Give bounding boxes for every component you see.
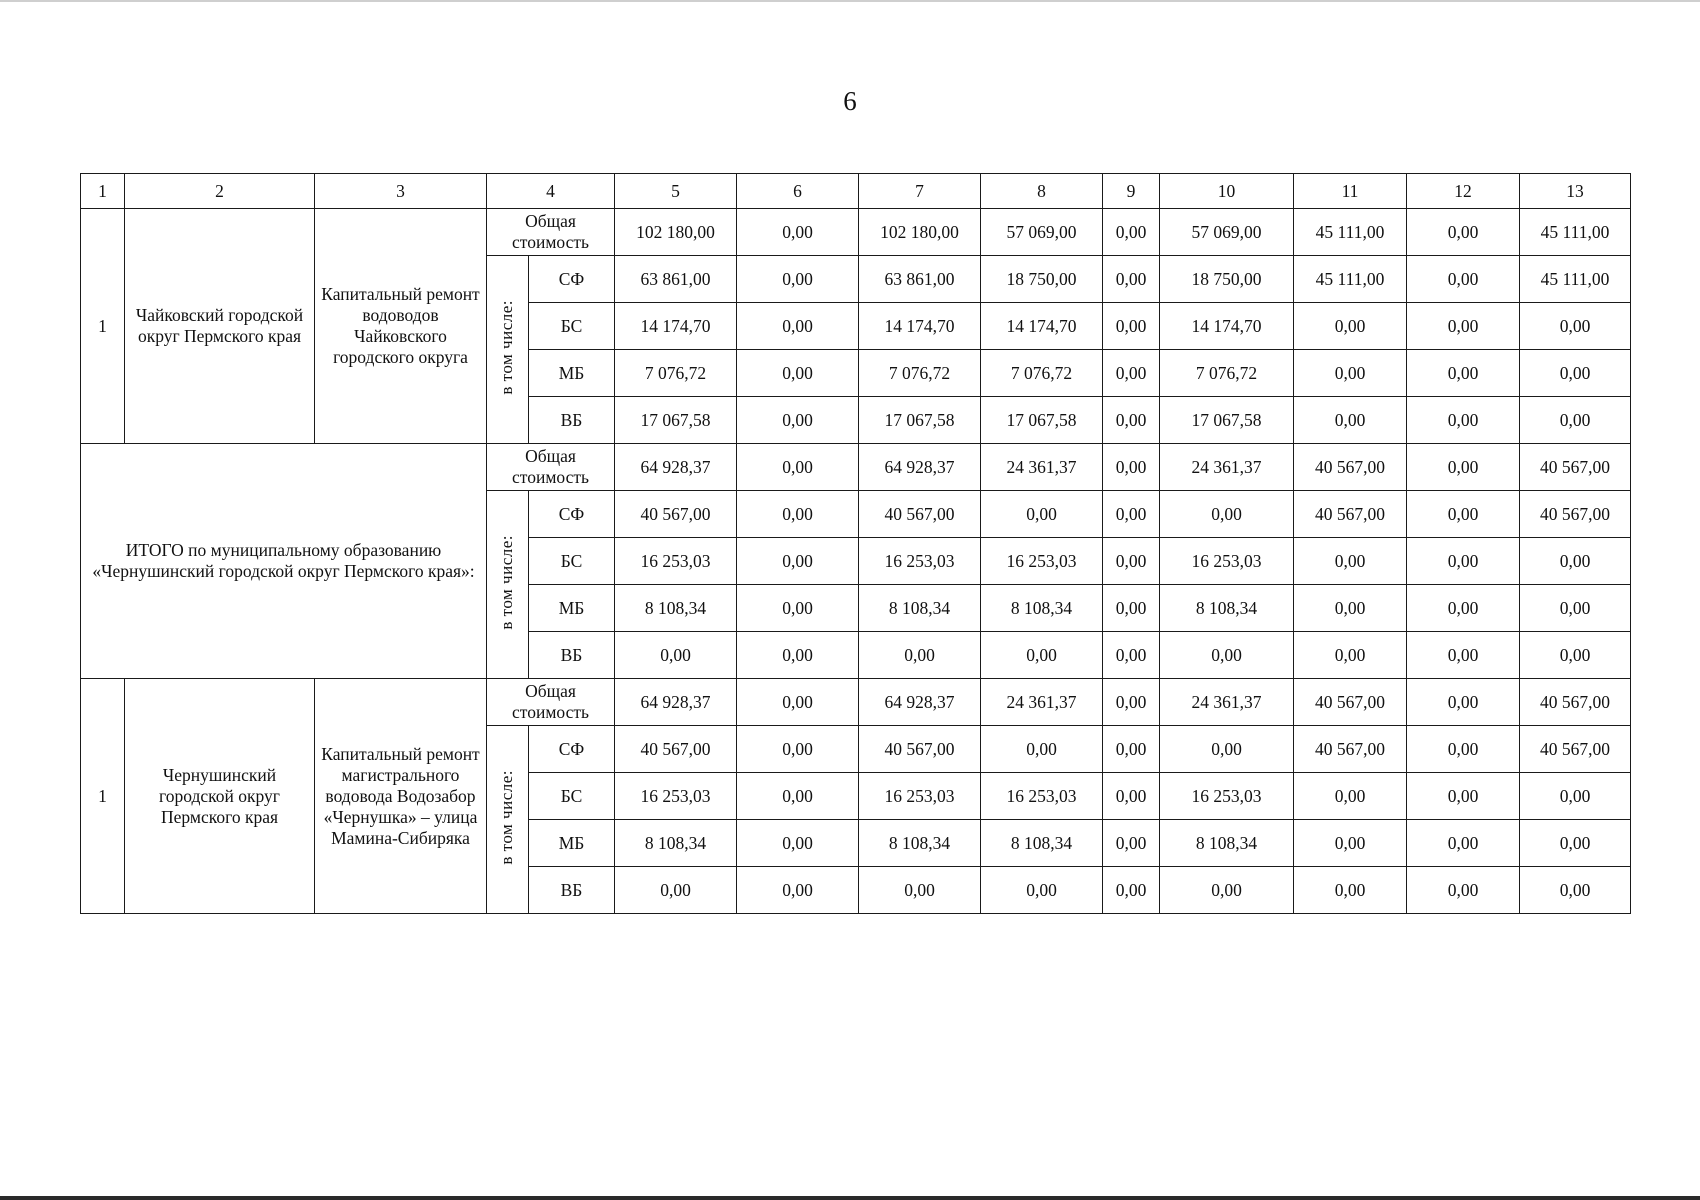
page-number: 6: [843, 86, 857, 116]
value-cell: 0,00: [1520, 538, 1631, 585]
block-chaikovsky: [81, 209, 1631, 444]
cost-type-label: Общая стоимость: [487, 679, 615, 726]
value-cell: 0,00: [737, 773, 859, 820]
header-cell: 13: [1520, 174, 1631, 209]
municipality-name: Чернушинский городской округ Пермского края: [125, 679, 315, 914]
value-cell: 40 567,00: [615, 491, 737, 538]
value-cell: 0,00: [1520, 303, 1631, 350]
value-cell: 45 111,00: [1520, 256, 1631, 303]
value-cell: 17 067,58: [615, 397, 737, 444]
header-cell: 12: [1407, 174, 1520, 209]
funding-source-label: СФ: [529, 491, 615, 538]
value-cell: 0,00: [1294, 350, 1407, 397]
value-cell: 16 253,03: [1160, 773, 1294, 820]
value-cell: 0,00: [737, 679, 859, 726]
including-label: в том числе:: [497, 534, 517, 630]
funding-source-label: ВБ: [529, 867, 615, 914]
value-cell: 0,00: [737, 397, 859, 444]
funding-source-label: БС: [529, 538, 615, 585]
header-cell: 6: [737, 174, 859, 209]
value-cell: 40 567,00: [1520, 491, 1631, 538]
value-cell: 24 361,37: [1160, 679, 1294, 726]
value-cell: 0,00: [1407, 538, 1520, 585]
header-cell: 8: [981, 174, 1103, 209]
value-cell: 24 361,37: [981, 444, 1103, 491]
value-cell: 0,00: [1103, 632, 1160, 679]
value-cell: 0,00: [1160, 491, 1294, 538]
value-cell: 16 253,03: [981, 538, 1103, 585]
value-cell: 0,00: [1103, 444, 1160, 491]
value-cell: 17 067,58: [859, 397, 981, 444]
value-cell: 45 111,00: [1294, 256, 1407, 303]
value-cell: 8 108,34: [981, 820, 1103, 867]
value-cell: 0,00: [1294, 538, 1407, 585]
value-cell: 0,00: [1160, 726, 1294, 773]
value-cell: 0,00: [1103, 397, 1160, 444]
funding-source-label: БС: [529, 773, 615, 820]
value-cell: 40 567,00: [1294, 679, 1407, 726]
value-cell: 102 180,00: [859, 209, 981, 256]
row-number: 1: [81, 679, 125, 914]
value-cell: 0,00: [859, 632, 981, 679]
value-cell: 18 750,00: [1160, 256, 1294, 303]
total-label: ИТОГО по муниципальному образованию «Чернушинский городской округ Пермского края»:: [81, 444, 487, 679]
funding-source-label: СФ: [529, 726, 615, 773]
scan-top-edge: [0, 0, 1700, 2]
value-cell: 0,00: [981, 867, 1103, 914]
value-cell: 0,00: [615, 632, 737, 679]
value-cell: 57 069,00: [981, 209, 1103, 256]
header-row: [81, 174, 1631, 209]
value-cell: 0,00: [1407, 867, 1520, 914]
value-cell: 0,00: [1103, 209, 1160, 256]
value-cell: 14 174,70: [981, 303, 1103, 350]
funding-source-label: МБ: [529, 820, 615, 867]
funding-source-label: БС: [529, 303, 615, 350]
cost-type-label: Общая стоимость: [487, 444, 615, 491]
including-label-cell: [487, 491, 529, 679]
value-cell: 8 108,34: [615, 820, 737, 867]
value-cell: 63 861,00: [615, 256, 737, 303]
value-cell: 14 174,70: [1160, 303, 1294, 350]
value-cell: 16 253,03: [1160, 538, 1294, 585]
value-cell: 16 253,03: [615, 538, 737, 585]
value-cell: 0,00: [1407, 726, 1520, 773]
value-cell: 0,00: [859, 867, 981, 914]
value-cell: 0,00: [1294, 585, 1407, 632]
value-cell: 0,00: [1520, 632, 1631, 679]
value-cell: 0,00: [737, 538, 859, 585]
table-row: [81, 209, 1631, 256]
value-cell: 0,00: [1294, 397, 1407, 444]
value-cell: 0,00: [1520, 820, 1631, 867]
scan-bottom-edge: [0, 1196, 1700, 1200]
value-cell: 0,00: [1407, 303, 1520, 350]
table-row: [81, 444, 1631, 491]
value-cell: 63 861,00: [859, 256, 981, 303]
value-cell: 0,00: [1103, 679, 1160, 726]
value-cell: 0,00: [1407, 209, 1520, 256]
value-cell: 40 567,00: [615, 726, 737, 773]
value-cell: 0,00: [737, 585, 859, 632]
value-cell: 0,00: [1520, 397, 1631, 444]
value-cell: 0,00: [615, 867, 737, 914]
including-label: в том числе:: [497, 299, 517, 395]
funding-source-label: СФ: [529, 256, 615, 303]
value-cell: 0,00: [1520, 350, 1631, 397]
value-cell: 0,00: [1407, 491, 1520, 538]
value-cell: 0,00: [737, 209, 859, 256]
including-label-cell: [487, 726, 529, 914]
value-cell: 0,00: [1103, 350, 1160, 397]
value-cell: 0,00: [1160, 867, 1294, 914]
value-cell: 7 076,72: [1160, 350, 1294, 397]
value-cell: 45 111,00: [1520, 209, 1631, 256]
value-cell: 0,00: [1103, 256, 1160, 303]
value-cell: 0,00: [1294, 632, 1407, 679]
value-cell: 16 253,03: [981, 773, 1103, 820]
municipality-name: Чайковский городской округ Пермского края: [125, 209, 315, 444]
value-cell: 7 076,72: [615, 350, 737, 397]
value-cell: 0,00: [1407, 585, 1520, 632]
header-cell: 3: [315, 174, 487, 209]
value-cell: 0,00: [981, 726, 1103, 773]
funding-source-label: ВБ: [529, 397, 615, 444]
value-cell: 14 174,70: [859, 303, 981, 350]
value-cell: 0,00: [1407, 820, 1520, 867]
value-cell: 64 928,37: [859, 444, 981, 491]
funding-source-label: ВБ: [529, 632, 615, 679]
value-cell: 40 567,00: [1520, 726, 1631, 773]
value-cell: 0,00: [737, 726, 859, 773]
cost-type-label: Общая стоимость: [487, 209, 615, 256]
value-cell: 0,00: [1103, 820, 1160, 867]
value-cell: 45 111,00: [1294, 209, 1407, 256]
object-name: Капитальный ремонт водоводов Чайковского городского округа: [315, 209, 487, 444]
value-cell: 64 928,37: [859, 679, 981, 726]
value-cell: 0,00: [1407, 773, 1520, 820]
value-cell: 0,00: [737, 491, 859, 538]
value-cell: 0,00: [1294, 867, 1407, 914]
header-cell: 10: [1160, 174, 1294, 209]
budget-table: [80, 173, 1631, 914]
value-cell: 24 361,37: [1160, 444, 1294, 491]
value-cell: 0,00: [737, 820, 859, 867]
value-cell: 8 108,34: [1160, 585, 1294, 632]
value-cell: 0,00: [1103, 585, 1160, 632]
header-cell: 7: [859, 174, 981, 209]
value-cell: 0,00: [1103, 303, 1160, 350]
value-cell: 0,00: [1103, 773, 1160, 820]
value-cell: 0,00: [1520, 867, 1631, 914]
value-cell: 0,00: [1407, 679, 1520, 726]
value-cell: 8 108,34: [1160, 820, 1294, 867]
value-cell: 0,00: [1103, 491, 1160, 538]
value-cell: 0,00: [981, 491, 1103, 538]
value-cell: 0,00: [1160, 632, 1294, 679]
value-cell: 0,00: [1407, 444, 1520, 491]
header-cell: 4: [487, 174, 615, 209]
value-cell: 0,00: [737, 867, 859, 914]
value-cell: 40 567,00: [1294, 491, 1407, 538]
value-cell: 14 174,70: [615, 303, 737, 350]
object-name: Капитальный ремонт магистрального водовода Водозабор «Чернушка» – улица Мамина-Сибиряка: [315, 679, 487, 914]
value-cell: 17 067,58: [981, 397, 1103, 444]
value-cell: 16 253,03: [615, 773, 737, 820]
block-chernushka: [81, 679, 1631, 914]
value-cell: 0,00: [737, 350, 859, 397]
header-cell: 9: [1103, 174, 1160, 209]
value-cell: 16 253,03: [859, 538, 981, 585]
value-cell: 0,00: [1407, 256, 1520, 303]
funding-source-label: МБ: [529, 350, 615, 397]
value-cell: 0,00: [1103, 867, 1160, 914]
value-cell: 0,00: [737, 303, 859, 350]
value-cell: 0,00: [1407, 397, 1520, 444]
value-cell: 0,00: [1294, 773, 1407, 820]
value-cell: 0,00: [737, 632, 859, 679]
value-cell: 64 928,37: [615, 444, 737, 491]
value-cell: 18 750,00: [981, 256, 1103, 303]
value-cell: 0,00: [737, 444, 859, 491]
value-cell: 40 567,00: [1294, 444, 1407, 491]
value-cell: 0,00: [1407, 350, 1520, 397]
value-cell: 40 567,00: [1520, 679, 1631, 726]
including-label-cell: [487, 256, 529, 444]
value-cell: 0,00: [1103, 726, 1160, 773]
value-cell: 0,00: [981, 632, 1103, 679]
value-cell: 0,00: [737, 256, 859, 303]
value-cell: 64 928,37: [615, 679, 737, 726]
value-cell: 40 567,00: [1294, 726, 1407, 773]
value-cell: 0,00: [1103, 538, 1160, 585]
value-cell: 8 108,34: [981, 585, 1103, 632]
header-cell: 2: [125, 174, 315, 209]
value-cell: 0,00: [1407, 632, 1520, 679]
value-cell: 102 180,00: [615, 209, 737, 256]
value-cell: 0,00: [1520, 585, 1631, 632]
value-cell: 17 067,58: [1160, 397, 1294, 444]
value-cell: 57 069,00: [1160, 209, 1294, 256]
value-cell: 0,00: [1294, 303, 1407, 350]
value-cell: 40 567,00: [1520, 444, 1631, 491]
row-number: 1: [81, 209, 125, 444]
value-cell: 40 567,00: [859, 491, 981, 538]
value-cell: 16 253,03: [859, 773, 981, 820]
header-cell: 11: [1294, 174, 1407, 209]
value-cell: 40 567,00: [859, 726, 981, 773]
value-cell: 0,00: [1294, 820, 1407, 867]
header-cell: 1: [81, 174, 125, 209]
funding-source-label: МБ: [529, 585, 615, 632]
value-cell: 8 108,34: [859, 585, 981, 632]
value-cell: 7 076,72: [859, 350, 981, 397]
value-cell: 24 361,37: [981, 679, 1103, 726]
header-cell: 5: [615, 174, 737, 209]
value-cell: 7 076,72: [981, 350, 1103, 397]
block-total-chernushka: [81, 444, 1631, 679]
value-cell: 8 108,34: [859, 820, 981, 867]
including-label: в том числе:: [497, 769, 517, 865]
value-cell: 8 108,34: [615, 585, 737, 632]
table-row: [81, 679, 1631, 726]
value-cell: 0,00: [1520, 773, 1631, 820]
